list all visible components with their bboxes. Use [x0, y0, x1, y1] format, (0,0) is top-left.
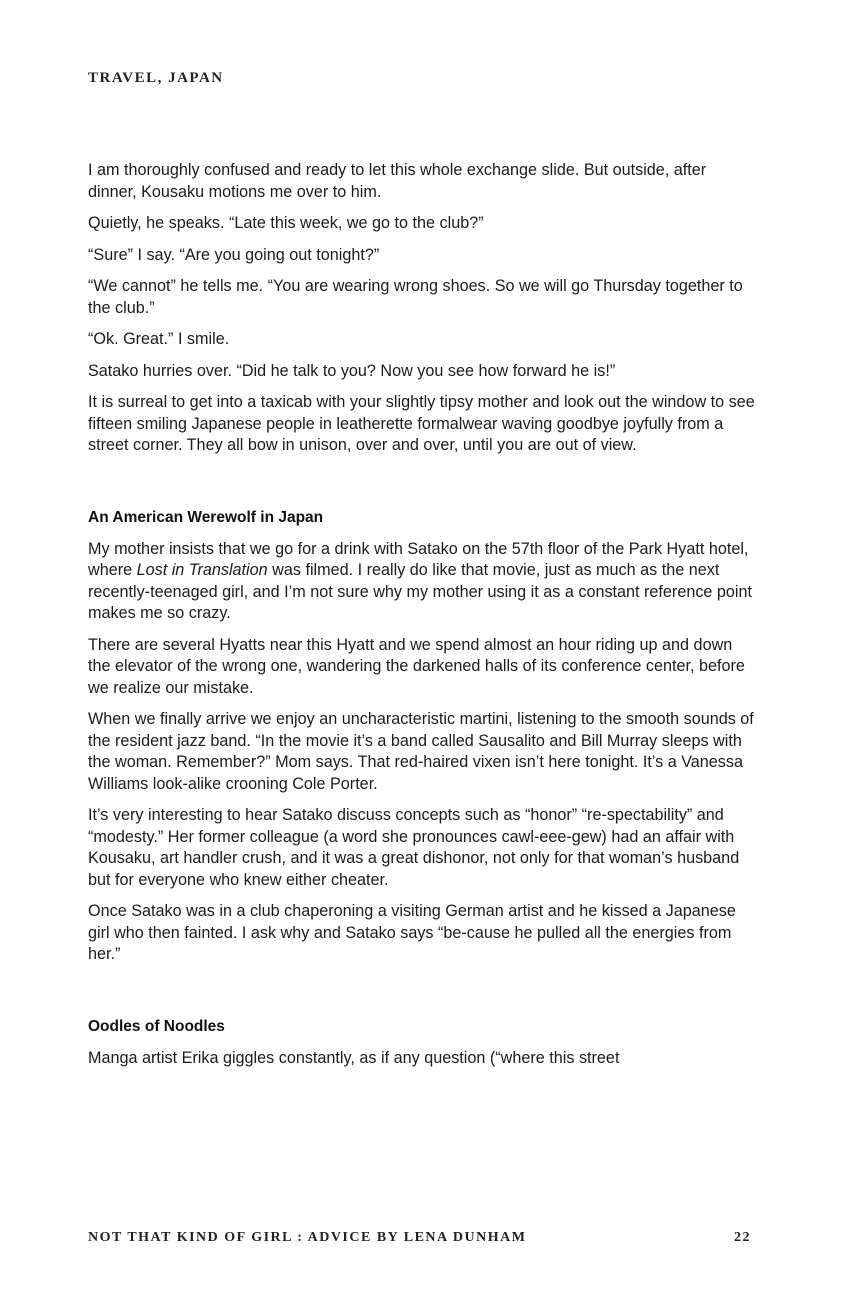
body-paragraph: It’s very interesting to hear Satako discuss concepts such as “honor” “re-spectability” and “modesty.” Her former colleague (a word she pronounces cawl-eee-gew) had an affair with Kousaku, art handler crush, and it was a great dishonor, not only for that woman’s husband but for everyone who knew either cheater.: [88, 806, 740, 889]
body-paragraph: “We cannot” he tells me. “You are wearing wrong shoes. So we will go Thursday together to the club.”: [88, 277, 743, 317]
footer-book-title: NOT THAT KIND OF GIRL : ADVICE BY LENA DUNHAM: [88, 1230, 527, 1245]
body-paragraph: “Ok. Great.” I smile.: [88, 330, 230, 348]
body-paragraph: When we finally arrive we enjoy an uncharacteristic martini, listening to the smooth sounds of the resident jazz band. “In the movie it’s a band called Sausalito and Bill Murray sleeps with the woman. Remember?” Mom says. That red-haired vixen isn’t here tonight. It’s a Vanessa Williams look-alike crooning Cole Porter.: [88, 710, 754, 793]
body-paragraph: There are several Hyatts near this Hyatt and we spend almost an hour riding up and down the elevator of the wrong one, wandering the darkened halls of its conference center, before we realize our mistake.: [88, 635, 745, 697]
paragraph-text: My mother insists that we go for a drink with Satako on the 57th floor of the Park Hyatt hotel, where: [88, 539, 749, 579]
body-paragraph: I am thoroughly confused and ready to let this whole exchange slide. But outside, after dinner, Kousaku motions me over to him.: [88, 161, 707, 201]
running-head: TRAVEL, JAPAN: [88, 70, 224, 86]
page-footer: [88, 1230, 751, 1246]
body-paragraph: Satako hurries over. “Did he talk to you? Now you see how forward he is!”: [88, 361, 616, 380]
page-content: [88, 160, 758, 1079]
page-number: 22: [734, 1230, 751, 1245]
section-heading: An American Werewolf in Japan: [88, 508, 324, 526]
film-title: Lost in Translation: [136, 561, 268, 579]
body-paragraph: It is surreal to get into a taxicab with your slightly tipsy mother and look out the window to see fifteen smiling Japanese people in leatherette formalwear waving goodbye joyfully from a street corner. They all bow in unison, over and over, until you are out of view.: [88, 393, 755, 454]
body-paragraph: Manga artist Erika giggles constantly, as if any question (“where this street: [88, 1048, 620, 1067]
section-heading: Oodles of Noodles: [88, 1017, 225, 1035]
body-paragraph: “Sure” I say. “Are you going out tonight?”: [88, 245, 380, 264]
paragraph-text: was filmed. I really do like that movie, just as much as the next recently-teenaged girl, and I’m not sure why my mother using it as a constant reference point makes me so crazy.: [88, 561, 753, 622]
body-paragraph: Quietly, he speaks. “Late this week, we go to the club?”: [88, 214, 484, 232]
body-paragraph: Once Satako was in a club chaperoning a visiting German artist and he kissed a Japanese girl who then fainted. I ask why and Satako says “be-cause he pulled all the energies from her.”: [88, 902, 736, 963]
body-paragraph: [88, 539, 758, 625]
